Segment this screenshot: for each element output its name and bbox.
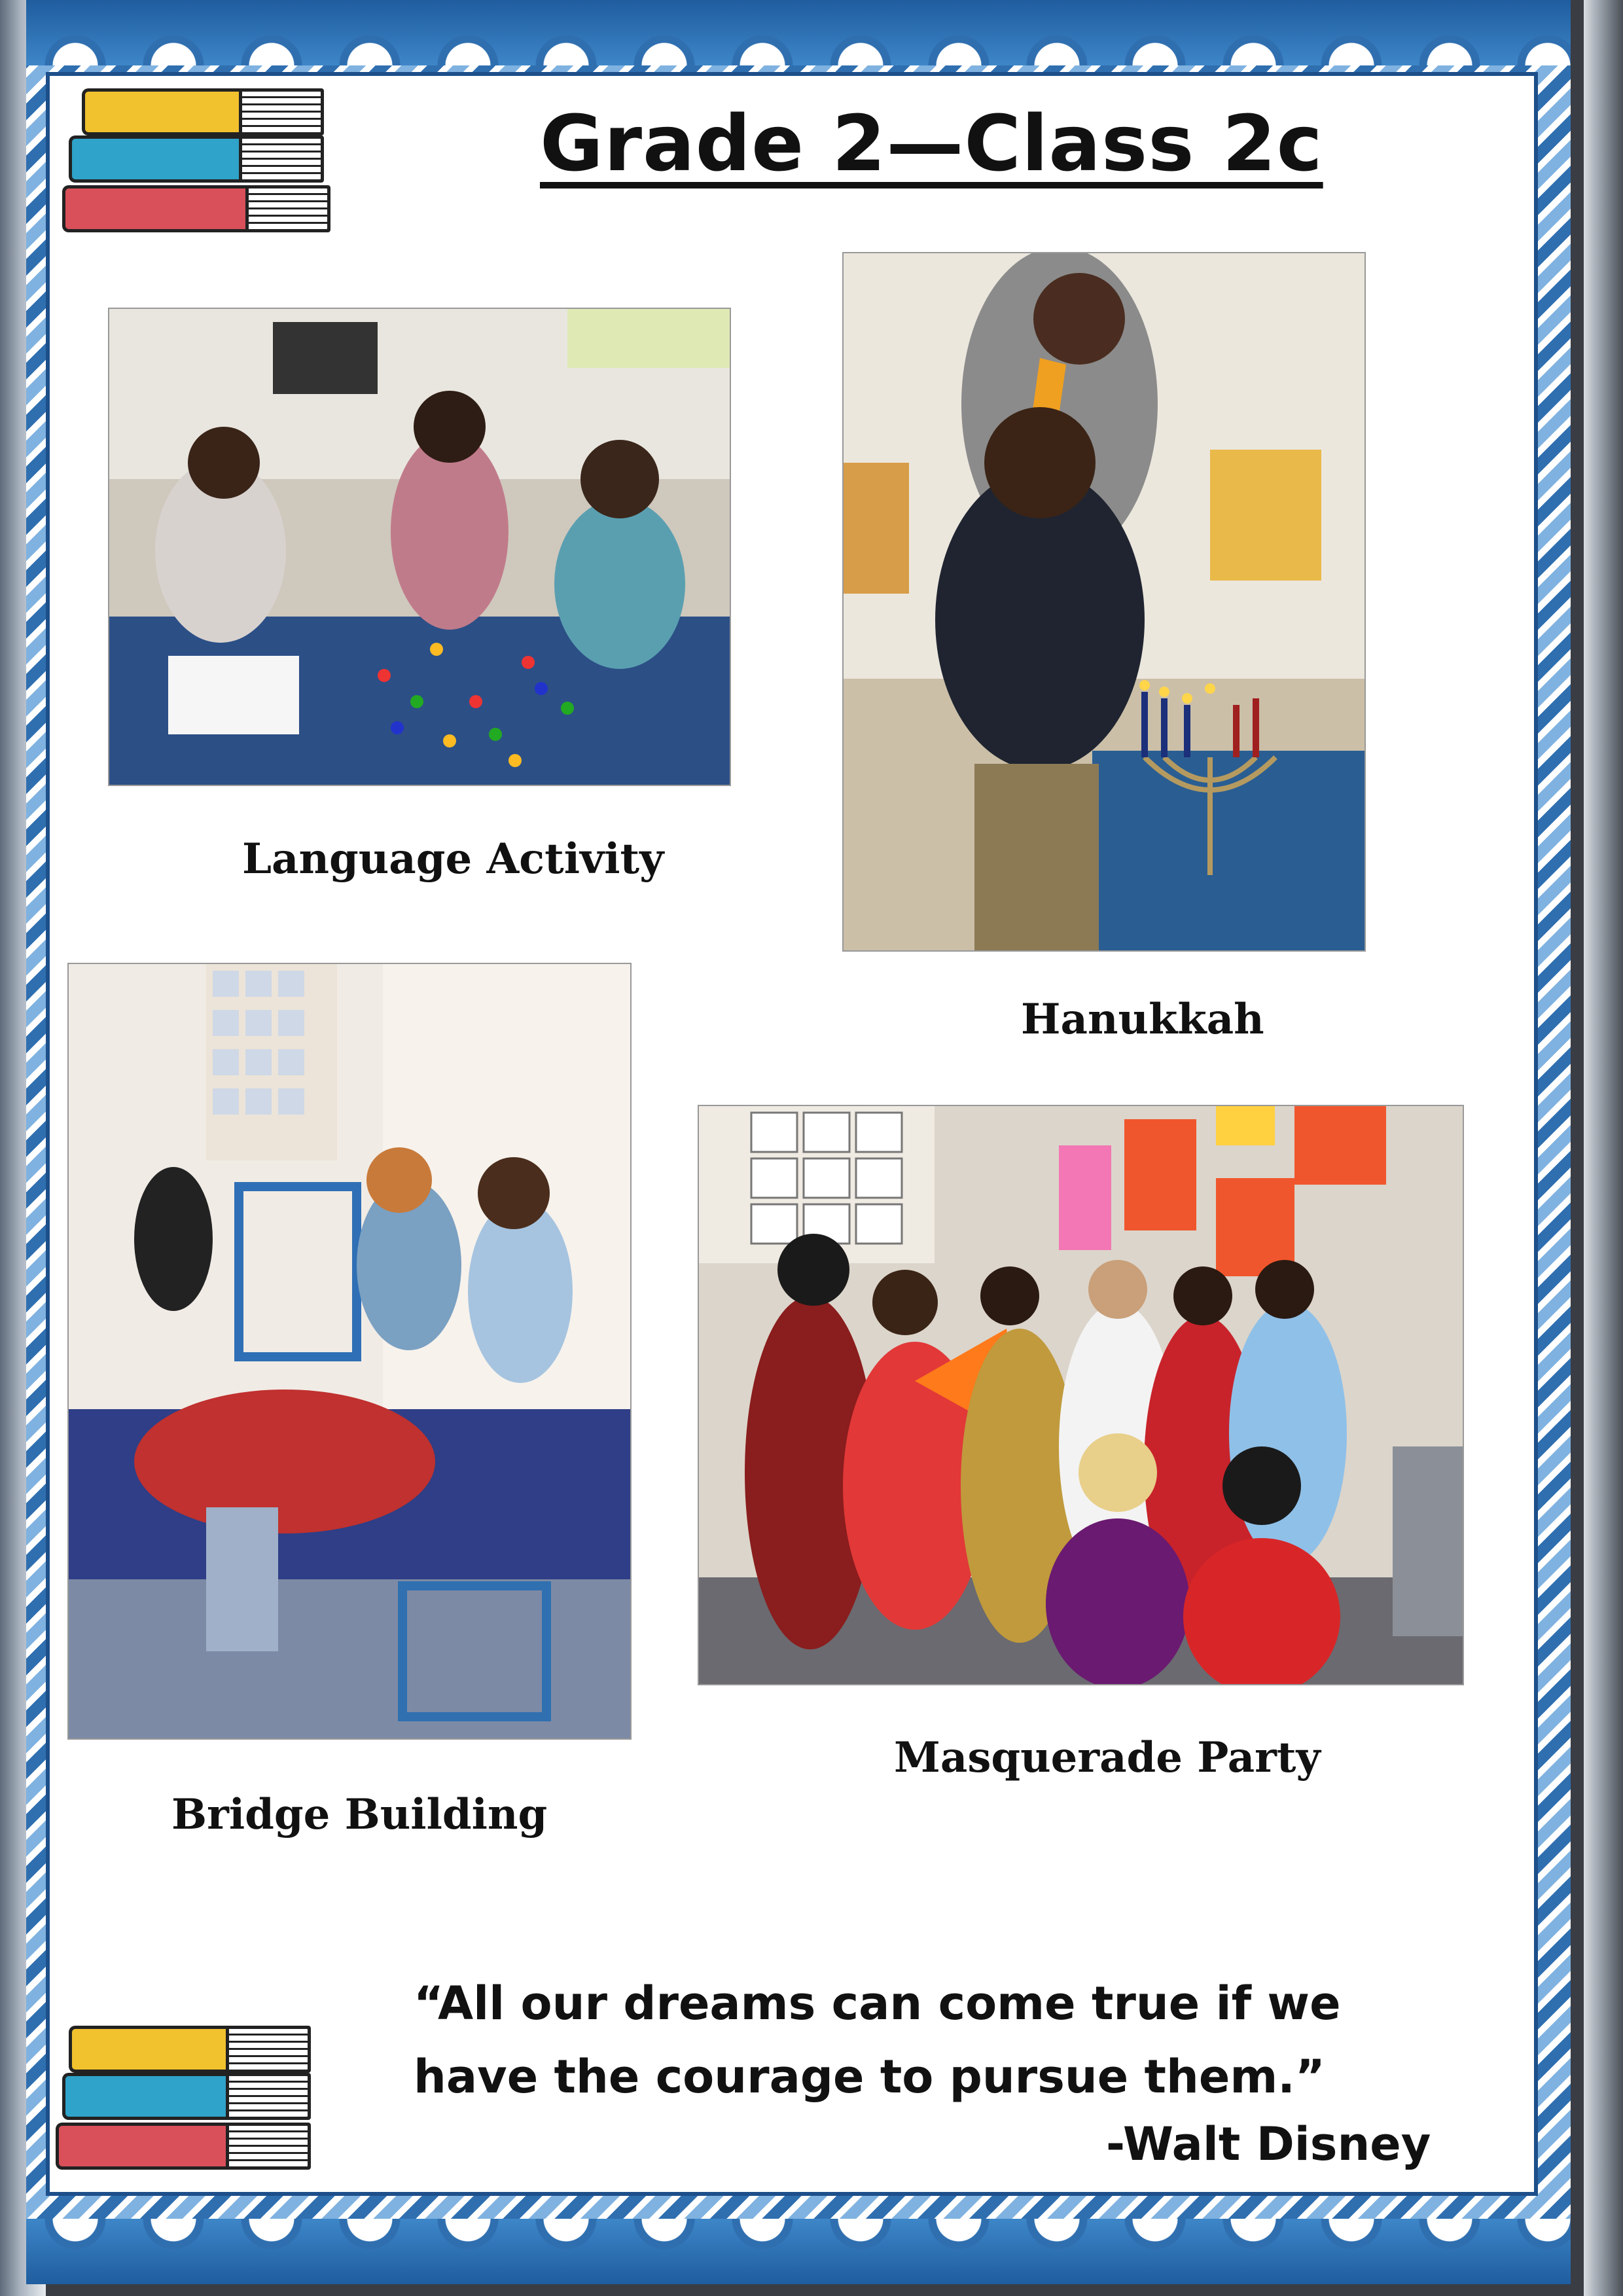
quote-text: “All our dreams can come true if we have the courage to pursue them.” [414,1977,1341,2104]
caption-bridge-building: Bridge Building [171,1790,548,1839]
caption-masquerade-party: Masquerade Party [894,1733,1321,1782]
photo-bridge-building [67,963,632,1740]
quote-author: -Walt Disney [1106,2117,1431,2171]
book-stack-icon [56,2026,330,2196]
page-title: Grade 2—Class 2c [540,98,1323,188]
book-stack-icon [62,88,337,259]
caption-language-activity: Language Activity [242,834,664,884]
photo-hanukkah [842,252,1366,952]
photo-masquerade-party [698,1105,1464,1685]
page-edge-shadow [1584,0,1623,2296]
border-pattern-bottom [26,2219,1571,2284]
photo-language-activity [108,308,731,786]
border-pattern-top [26,0,1571,65]
caption-hanukkah: Hanukkah [1021,995,1264,1044]
